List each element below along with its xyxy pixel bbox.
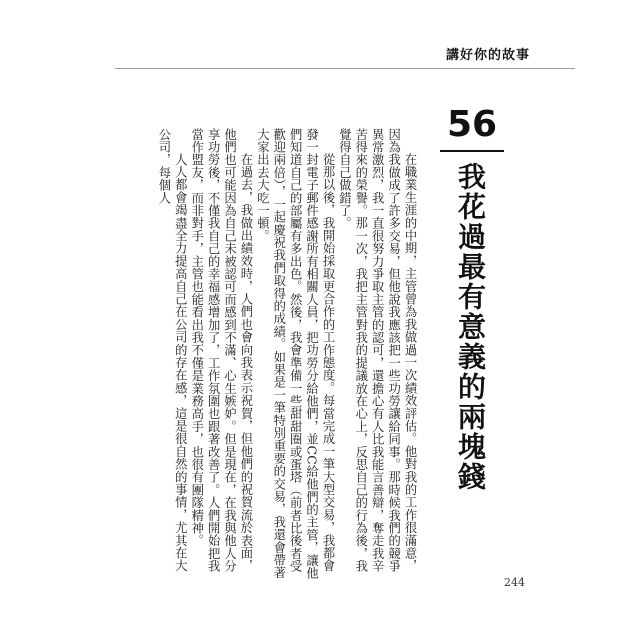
- running-header: 講好你的故事: [445, 48, 530, 63]
- chapter-number-underline: [440, 150, 504, 152]
- paragraph: 從那以後，我開始採取更合作的工作態度。每當完成一筆大型交易，我都會發一封電子郵件感謝所有相關人員，把功勞分給他們，並CC給他們的主管，讓他們知道自己的部屬有多出色。然後，我會準備一些甜甜圈或蛋塔（前者比後者受歡迎兩倍），一起慶祝我們取得的成績。如果是一筆特別重要的交易，我還會帶著大家出去大吃一頓。: [255, 128, 335, 580]
- chapter-title: 我花過最有意義的兩塊錢: [454, 162, 487, 492]
- paragraph: 在過去，我做出績效時，人們也會向我表示祝賀，但他們的祝賀流於表面，他們也可能因為自己未被認可而感到不滿、心生嫉妒。但是現在，在我與他人分享功勞後，不僅我自己的幸福感增加了，工作氛圍也跟著改善了。人們開始把我當作盟友，而非對手，主管也能看出我不僅是業務高手，也很有團隊精神。: [189, 128, 253, 573]
- page-number: 244: [504, 576, 525, 589]
- header-divider: [115, 68, 575, 69]
- paragraph: 人人都會竭盡全力提高自己在公司的存在感，這是很自然的事情，尤其在大公司，每個人: [156, 128, 188, 572]
- body-text: [150, 128, 418, 583]
- paragraph: 在職業生涯的中期，主管曾為我做過一次績效評估。他對我的工作很滿意，因為我做成了許多交易，但他說我應該把一些功勞讓給同事。那時候我們的競爭異常激烈，我一直很努力爭取主管的認可，還擔心有人比我能言善辯，奪走我辛苦得來的榮譽。那一次，我把主管對我的提議放在心上，反思自己的行為後，我覺得自己做錯了。: [337, 128, 417, 573]
- chapter-number: 56: [446, 104, 498, 145]
